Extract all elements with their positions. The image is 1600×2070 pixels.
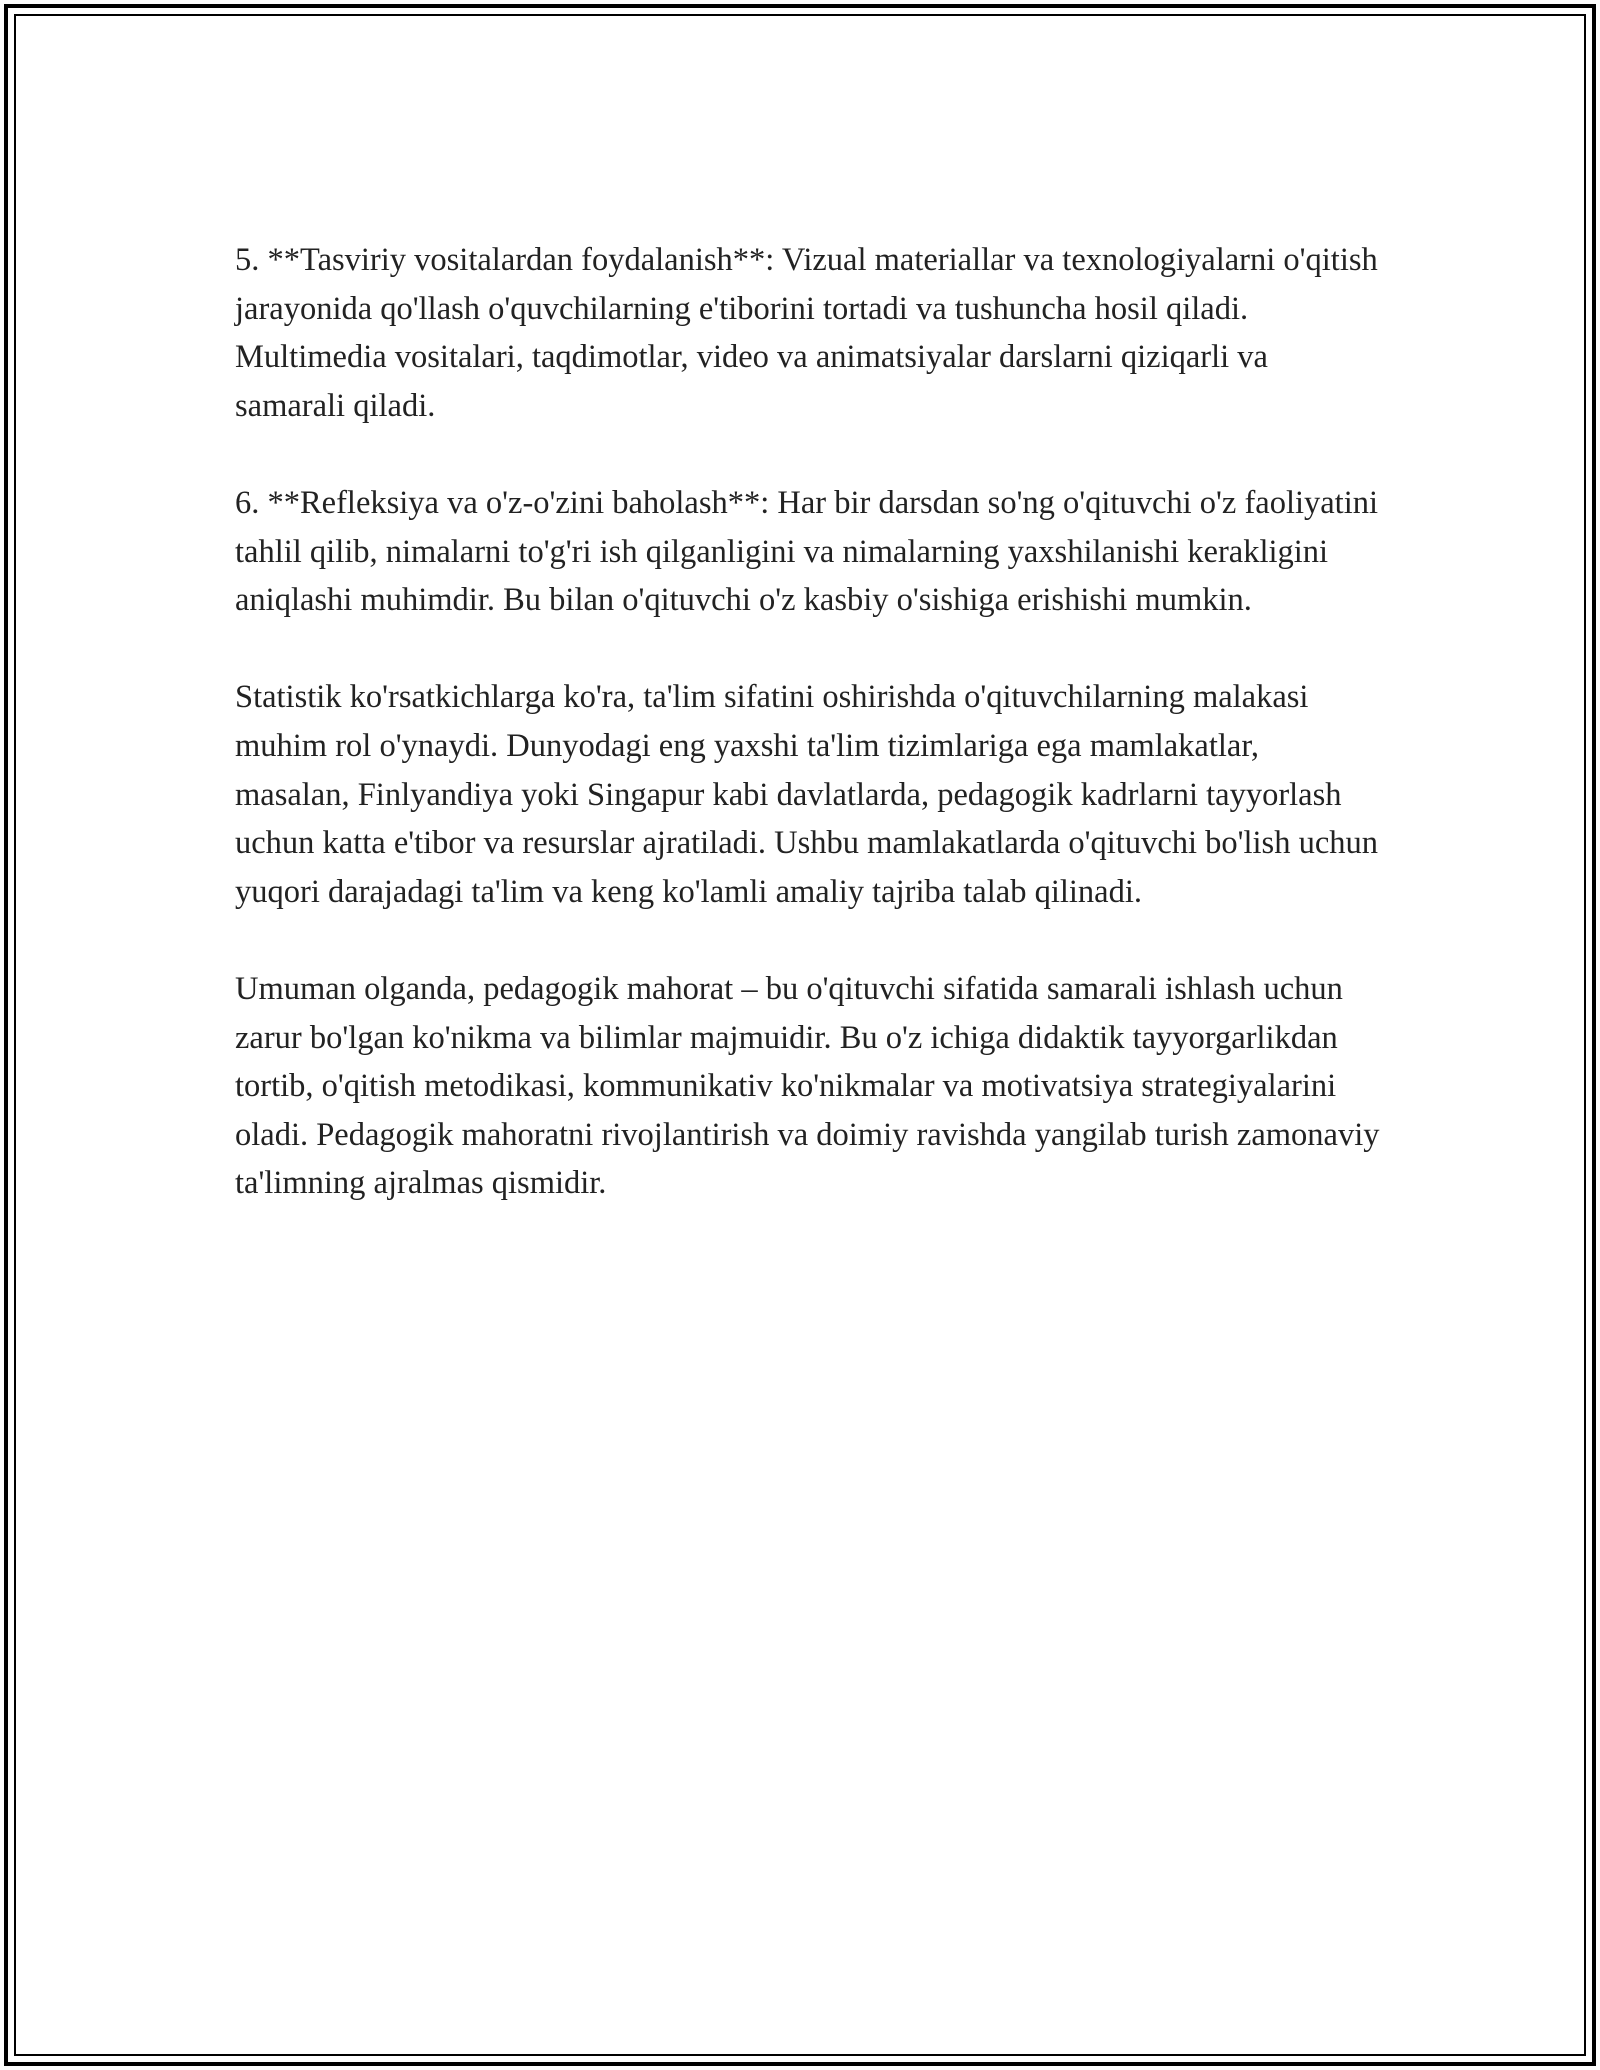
paragraph-statistics: Statistik ko'rsatkichlarga ko'ra, ta'lim sifatini oshirishda o'qituvchilarning malakasi muhim rol o'ynaydi. Dunyodagi eng yaxshi ta'lim tizimlariga ega mamlakatlar, masalan, Finlyandiya yoki Singapur kabi davlatlarda, pedagogik kadrlarni tayyorlash uchun katta e'tibor va resurslar ajratiladi. Ushbu mamlakatlarda o'qituvchi bo'lish uchun yuqori darajadagi ta'lim va keng ko'lamli amaliy tajriba talab qilinadi. [235,679,1379,910]
paragraph-reflection: 6. **Refleksiya va o'z-o'zini baholash**: Har bir darsdan so'ng o'qituvchi o'z faoliyatini tahlil qilib, nimalarni to'g'ri ish qilganligini va nimalarning yaxshilanishi kerakligini aniqlashi muhimdir. Bu bilan o'qituvchi o'z kasbiy o'sishiga erishishi mumkin. [235,484,1379,619]
paragraph-conclusion: Umuman olganda, pedagogik mahorat – bu o'qituvchi sifatida samarali ishlash uchun zarur bo'lgan ko'nikma va bilimlar majmuidir. Bu o'z ichiga didaktik tayyorgarlikdan tortib, o'qitish metodikasi, kommunikativ ko'nikmalar va motivatsiya strategiyalarini oladi. Pedagogik mahoratni rivojlantirish va doimiy ravishda yangilab turish zamonaviy ta'limning ajralmas qismidir. [235,970,1380,1202]
paragraph-visual-aids: 5. **Tasviriy vositalardan foydalanish**: Vizual materiallar va texnologiyalarni o'qitish jarayonida qo'llash o'quvchilarning e'tiborini tortadi va tushuncha hosil qiladi. Multimedia vositalari, taqdimotlar, video va animatsiyalar darslarni qiziqarli va samarali qiladi. [235,242,1378,424]
document-body [235,236,1380,1256]
